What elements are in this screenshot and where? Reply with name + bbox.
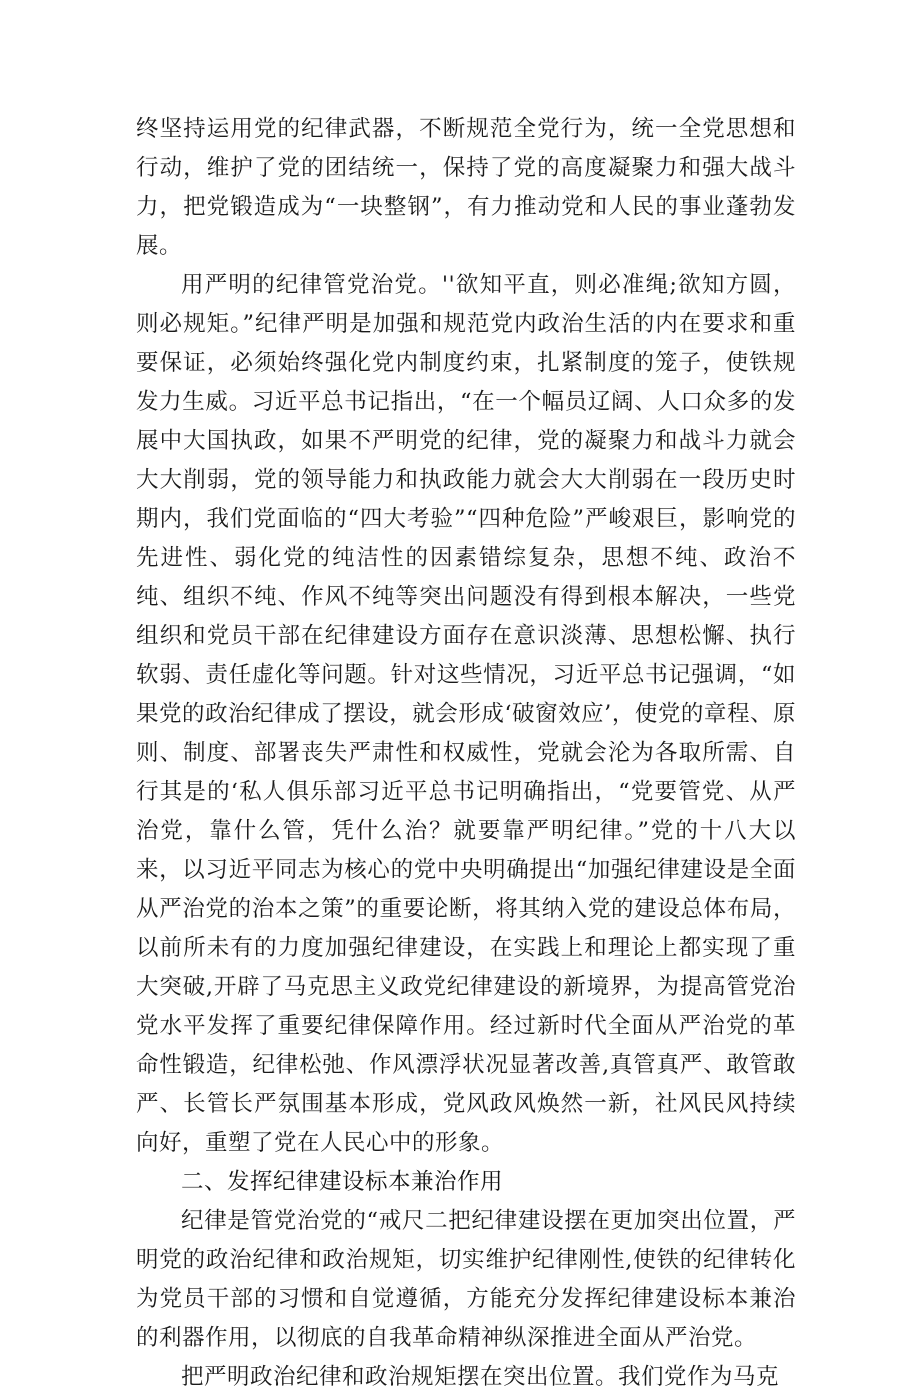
paragraph-continuation: 终坚持运用党的纪律武器，不断规范全党行为，统一全党思想和行动，维护了党的团结统一，保持了党的高度凝聚力和强大战斗力，把党锻造成为“一块整钢”，有力推动党和人民的事业蓬勃发展。 [136,116,796,259]
document-page [136,110,796,1397]
paragraph-strict-discipline: 用严明的纪律管党治党。''欲知平直，则必准绳;欲知方圆，则必规矩。”纪律严明是加强和规范党内政治生活的内在要求和重要保证，必须始终强化党内制度约束，扎紧制度的笼子，使铁规发力生威。习近平总书记指出，“在一个幅员辽阔、人口众多的发展中大国执政，如果不严明党的纪律，党的凝聚力和战斗力就会大大削弱，党的领导能力和执政能力就会大大削弱在一段历史时期内，我们党面临的“四大考验”“四种危险”严峻艰巨，影响党的先进性、弱化党的纯洁性的因素错综复杂，思想不纯、政治不纯、组织不纯、作风不纯等突出问题没有得到根本解决，一些党组织和党员干部在纪律建设方面存在意识淡薄、思想松懈、执行软弱、责任虚化等问题。针对这些情况，习近平总书记强调，“如果党的政治纪律成了摆设，就会形成‘破窗效应’，使党的章程、原则、制度、部署丧失严肃性和权威性，党就会沦为各取所需、自行其是的‘私人俱乐部习近平总书记明确指出，“党要管党、从严治党，靠什么管，凭什么治？就要靠严明纪律。”党的十八大以来，以习近平同志为核心的党中央明确提出“加强纪律建设是全面从严治党的治本之策”的重要论断，将其纳入党的建设总体布局，以前所未有的力度加强纪律建设，在实践上和理论上都实现了重大突破,开辟了马克思主义政党纪律建设的新境界，为提高管党治党水平发挥了重要纪律保障作用。经过新时代全面从严治党的革命性锻造，纪律松弛、作风漂浮状况显著改善,真管真严、敢管敢严、长管长严氛围基本形成，党风政风焕然一新，社风民风持续向好，重塑了党在人民心中的形象。 [136,272,796,1156]
paragraph-discipline-ruler: 纪律是管党治党的“戒尺二把纪律建设摆在更加突出位置，严明党的政治纪律和政治规矩，切实维护纪律刚性,使铁的纪律转化为党员干部的习惯和自觉遵循，方能充分发挥纪律建设标本兼治的利器作用，以彻底的自我革命精神纵深推进全面从严治党。 [136,1208,796,1351]
paragraph-political-discipline: 把严明政治纪律和政治规矩摆在突出位置。我们党作为马克 [181,1364,780,1390]
section-heading: 二、发挥纪律建设标本兼治作用 [181,1169,504,1195]
